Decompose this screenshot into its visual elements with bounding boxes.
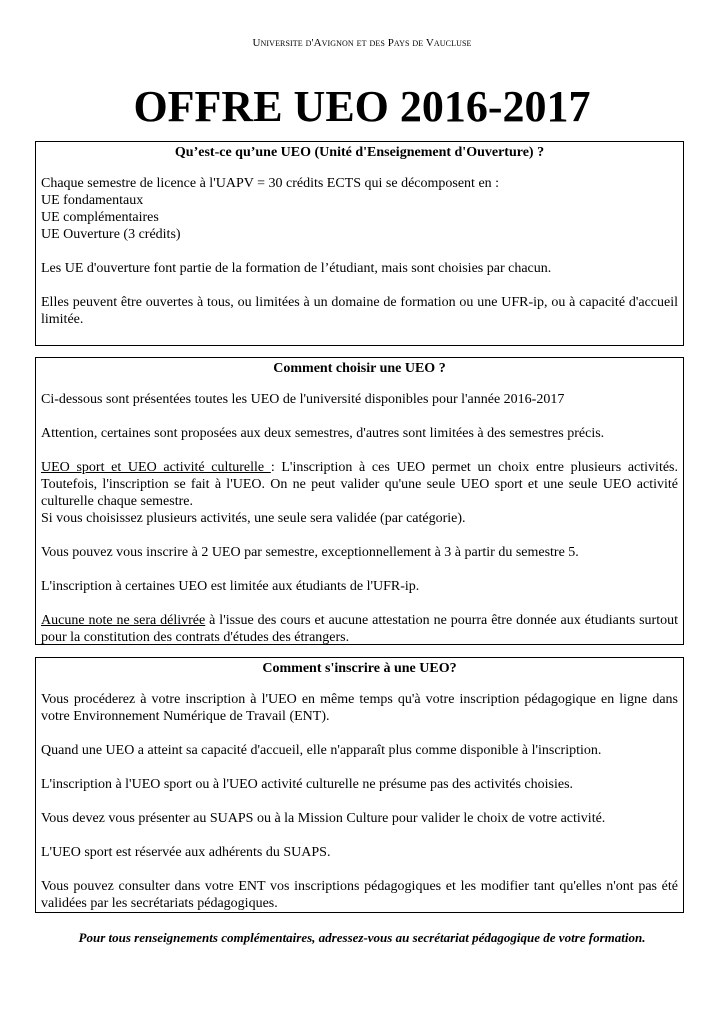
sport-culture-text-2: Si vous choisissez plusieurs activités, une seule sera validée (par catégorie).: [41, 511, 466, 526]
sport-culture-label: UEO sport et UEO activité culturelle: [41, 460, 271, 475]
paragraph: Les UE d'ouverture font partie de la formation de l’étudiant, mais sont choisies par chacun.: [41, 261, 552, 276]
section-what-is-ueo: [35, 141, 684, 346]
paragraph: L'inscription à l'UEO sport ou à l'UEO activité culturelle ne présume pas des activités choisies.: [41, 777, 574, 792]
no-grade-paragraph: [41, 612, 678, 646]
section-how-to-choose: [35, 357, 684, 645]
no-grade-label: Aucune note ne sera délivrée: [41, 613, 206, 628]
section-heading: Comment choisir une UEO ?: [273, 361, 446, 376]
paragraph: Quand une UEO a atteint sa capacité d'accueil, elle n'apparaît plus comme disponible à l'inscription.: [41, 743, 602, 758]
section-heading: Comment s'inscrire à une UEO?: [262, 661, 457, 676]
list-item: UE complémentaires: [41, 210, 159, 225]
credits-intro: Chaque semestre de licence à l'UAPV = 30 crédits ECTS qui se décomposent en :: [41, 176, 500, 191]
paragraph: Elles peuvent être ouvertes à tous, ou limitées à un domaine de formation ou une UFR-ip, ou à capacité d'accueil limitée.: [41, 295, 678, 327]
sport-culture-text: : L'inscription à ces UEO permet un choix entre plusieurs activités. Toutefois, l'inscription se fait à l'UEO. On ne peut valider qu'une seule UEO sport et une seule UEO activité culturelle chaque semestre.: [41, 460, 678, 509]
list-item: UE Ouverture (3 crédits): [41, 227, 181, 242]
no-grade-text: à l'issue des cours et aucune attestation ne pourra être donnée aux étudiants surtout pour la constitution des contrats d'études des étrangers.: [41, 613, 678, 645]
sport-culture-paragraph: [41, 459, 678, 527]
paragraph: Vous pouvez vous inscrire à 2 UEO par semestre, exceptionnellement à 3 à partir du semestre 5.: [41, 545, 579, 560]
paragraph: Attention, certaines sont proposées aux deux semestres, d'autres sont limitées à des semestres précis.: [41, 426, 605, 441]
credits-list: [41, 175, 678, 243]
paragraph: Vous devez vous présenter au SUAPS ou à la Mission Culture pour valider le choix de votre activité.: [41, 811, 606, 826]
paragraph: Vous pouvez consulter dans votre ENT vos inscriptions pédagogiques et les modifier tant qu'elles n'ont pas été validées par les secrétariats pédagogiques.: [41, 879, 678, 911]
section-heading: Qu’est-ce qu’une UEO (Unité d'Enseignement d'Ouverture) ?: [174, 145, 545, 160]
paragraph: L'inscription à certaines UEO est limitée aux étudiants de l'UFR-ip.: [41, 579, 420, 594]
section-how-to-register: [35, 657, 684, 913]
page-title: OFFRE UEO 2016-2017: [133, 82, 591, 131]
list-item: UE fondamentaux: [41, 193, 144, 208]
footer-note: Pour tous renseignements complémentaires, adressez-vous au secrétariat pédagogique de votre formation.: [78, 930, 646, 945]
paragraph: L'UEO sport est réservée aux adhérents du SUAPS.: [41, 845, 331, 860]
paragraph: Vous procéderez à votre inscription à l'UEO en même temps qu'à votre inscription pédagogique en ligne dans votre Environnement Numérique de Travail (ENT).: [41, 692, 678, 724]
university-name: Universite d'Avignon et des Pays de Vaucluse: [252, 37, 472, 49]
paragraph: Ci-dessous sont présentées toutes les UEO de l'université disponibles pour l'année 2016-2017: [41, 392, 565, 407]
